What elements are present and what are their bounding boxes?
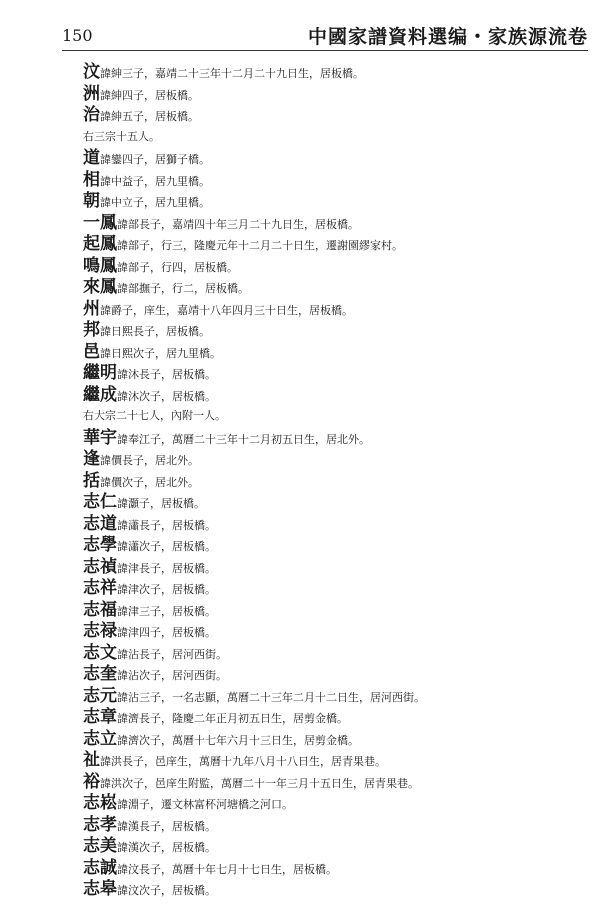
entry-description: 諱中立子，居九里橋。 [100,196,210,209]
genealogy-entry [83,169,583,191]
entry-name: 繼明 [83,363,117,383]
entry-name: 志立 [83,728,117,749]
genealogy-entry [83,255,583,277]
genealogy-entry [83,448,583,470]
entry-description: 諱部子，行四，居板橋。 [117,260,238,274]
entry-description: 諱部撫子，行二，居板橋。 [117,282,249,295]
entry-name: 志美 [83,836,117,856]
entry-name: 州 [83,298,100,319]
entry-description: 諱淵子，遷文林富杯河塘橋之河口。 [117,798,293,811]
entry-description: 諱灝子，居板橋。 [117,497,205,510]
genealogy-entry [83,384,583,406]
entry-name: 志章 [83,707,117,727]
genealogy-entry [83,814,583,836]
entry-name: 志誠 [83,857,117,878]
genealogy-entry-list [83,61,583,900]
entry-name: 祉 [83,750,100,770]
entry-description: 右三宗十五人。 [83,129,160,143]
genealogy-entry [83,341,583,363]
genealogy-entry [83,771,583,793]
entry-description: 諱沾次子，居河西街。 [117,669,227,682]
genealogy-entry [83,663,583,685]
entry-description: 諱日熙次子，居九里橋。 [100,346,221,360]
genealogy-entry [83,642,583,664]
entry-name: 志孝 [83,814,117,835]
entry-name: 道 [83,148,100,168]
genealogy-entry [83,147,583,169]
genealogy-entry [83,577,583,599]
entry-name: 志禎 [83,556,117,577]
entry-description: 諱濟長子，隆慶二年正月初五日生，居剪金橋。 [117,712,348,725]
branch-summary [83,126,583,148]
entry-description: 諱鑾四子，居獅子橋。 [100,153,210,166]
genealogy-entry [83,276,583,298]
entry-description: 諱爵子，庠生，嘉靖十八年四月三十日生，居板橋。 [100,303,353,317]
entry-name: 逢 [83,449,100,469]
genealogy-entry [83,685,583,707]
entry-description: 諱部子，行三，隆慶元年十二月二十日生，遷謝園繆家村。 [117,239,403,252]
entry-name: 起鳳 [83,234,117,254]
genealogy-entry [83,706,583,728]
entry-description: 諱紳三子，嘉靖二十三年十二月二十九日生，居板橋。 [100,67,364,80]
genealogy-entry [83,212,583,234]
genealogy-entry [83,728,583,750]
entry-name: 相 [83,169,100,190]
genealogy-entry [83,83,583,105]
genealogy-entry [83,857,583,879]
entry-name: 志仁 [83,492,117,512]
genealogy-entry [83,792,583,814]
entry-name: 志祥 [83,578,117,598]
entry-name: 來鳳 [83,277,117,297]
entry-description: 諱價長子，居北外。 [100,454,199,467]
entry-description: 諱洪次子，邑庠生附監，萬曆二十一年三月十五日生，居青果巷。 [100,776,419,790]
entry-description: 諱津四子，居板橋。 [117,626,216,639]
page-number: 150 [62,26,93,45]
entry-name: 括 [83,470,100,491]
entry-description: 諱汶次子，居板橋。 [117,884,216,897]
entry-description: 諱津三子，居板橋。 [117,604,216,618]
entry-name: 邦 [83,320,100,340]
entry-description: 諱漢長子，居板橋。 [117,819,216,833]
page-header [62,22,588,50]
header-rule [62,50,588,51]
genealogy-entry [83,556,583,578]
entry-name: 華宇 [83,427,117,448]
entry-name: 治 [83,105,100,125]
entry-name: 朝 [83,191,100,211]
entry-name: 志文 [83,642,117,663]
entry-description: 諱洪長子，邑庠生，萬曆十九年八月十八日生，居青果巷。 [100,755,386,768]
entry-name: 志元 [83,685,117,706]
genealogy-entry [83,620,583,642]
entry-description: 諱濟次子，萬曆十七年六月十三日生，居剪金橋。 [117,733,359,747]
entry-name: 志崧 [83,793,117,813]
genealogy-entry [83,878,583,900]
branch-summary [83,405,583,427]
genealogy-entry [83,513,583,535]
genealogy-entry [83,190,583,212]
entry-name: 洲 [83,83,100,104]
genealogy-entry [83,534,583,556]
entry-description: 諱沐次子，居板橋。 [117,389,216,403]
genealogy-entry [83,233,583,255]
entry-name: 志禄 [83,621,117,641]
entry-name: 一鳳 [83,212,117,233]
genealogy-entry [83,749,583,771]
genealogy-entry [83,427,583,449]
entry-description: 諱沾長子，居河西街。 [117,647,227,661]
entry-description: 諱中益子，居九里橋。 [100,174,210,188]
entry-description: 諱部長子，嘉靖四十年三月二十九日生，居板橋。 [117,217,359,231]
entry-name: 志道 [83,513,117,534]
genealogy-entry [83,104,583,126]
entry-description: 諱汶長子，萬曆十年七月十七日生，居板橋。 [117,862,337,876]
entry-description: 右大宗二十七人，內附一人。 [83,409,226,422]
entry-description: 諱價次子，居北外。 [100,475,199,489]
entry-name: 汶 [83,62,100,82]
entry-description: 諱日熙長子，居板橋。 [100,325,210,338]
entry-name: 邑 [83,341,100,362]
entry-name: 志學 [83,535,117,555]
entry-name: 鳴鳳 [83,255,117,276]
entry-name: 裕 [83,771,100,792]
genealogy-entry [83,298,583,320]
entry-name: 繼成 [83,384,117,405]
genealogy-entry [83,599,583,621]
entry-description: 諱瀟次子，居板橋。 [117,540,216,553]
entry-description: 諱紳五子，居板橋。 [100,110,199,123]
entry-description: 諱紳四子，居板橋。 [100,88,199,102]
genealogy-entry [83,491,583,513]
genealogy-entry [83,61,583,83]
entry-description: 諱漢次子，居板橋。 [117,841,216,854]
genealogy-entry [83,362,583,384]
entry-description: 諱瀟長子，居板橋。 [117,518,216,532]
entry-name: 志福 [83,599,117,620]
entry-description: 諱沾三子，一名志顯，萬曆二十三年二月十二日生，居河西街。 [117,690,425,704]
entry-description: 諱津長子，居板橋。 [117,561,216,575]
genealogy-entry [83,319,583,341]
entry-description: 諱津次子，居板橋。 [117,583,216,596]
entry-name: 志奎 [83,664,117,684]
book-title: 中國家譜資料選编・家族源流卷 [307,26,588,48]
genealogy-entry [83,835,583,857]
entry-description: 諱奉江子，萬曆二十三年十二月初五日生，居北外。 [117,432,370,446]
entry-name: 志皋 [83,879,117,899]
entry-description: 諱沐長子，居板橋。 [117,368,216,381]
genealogy-entry [83,470,583,492]
